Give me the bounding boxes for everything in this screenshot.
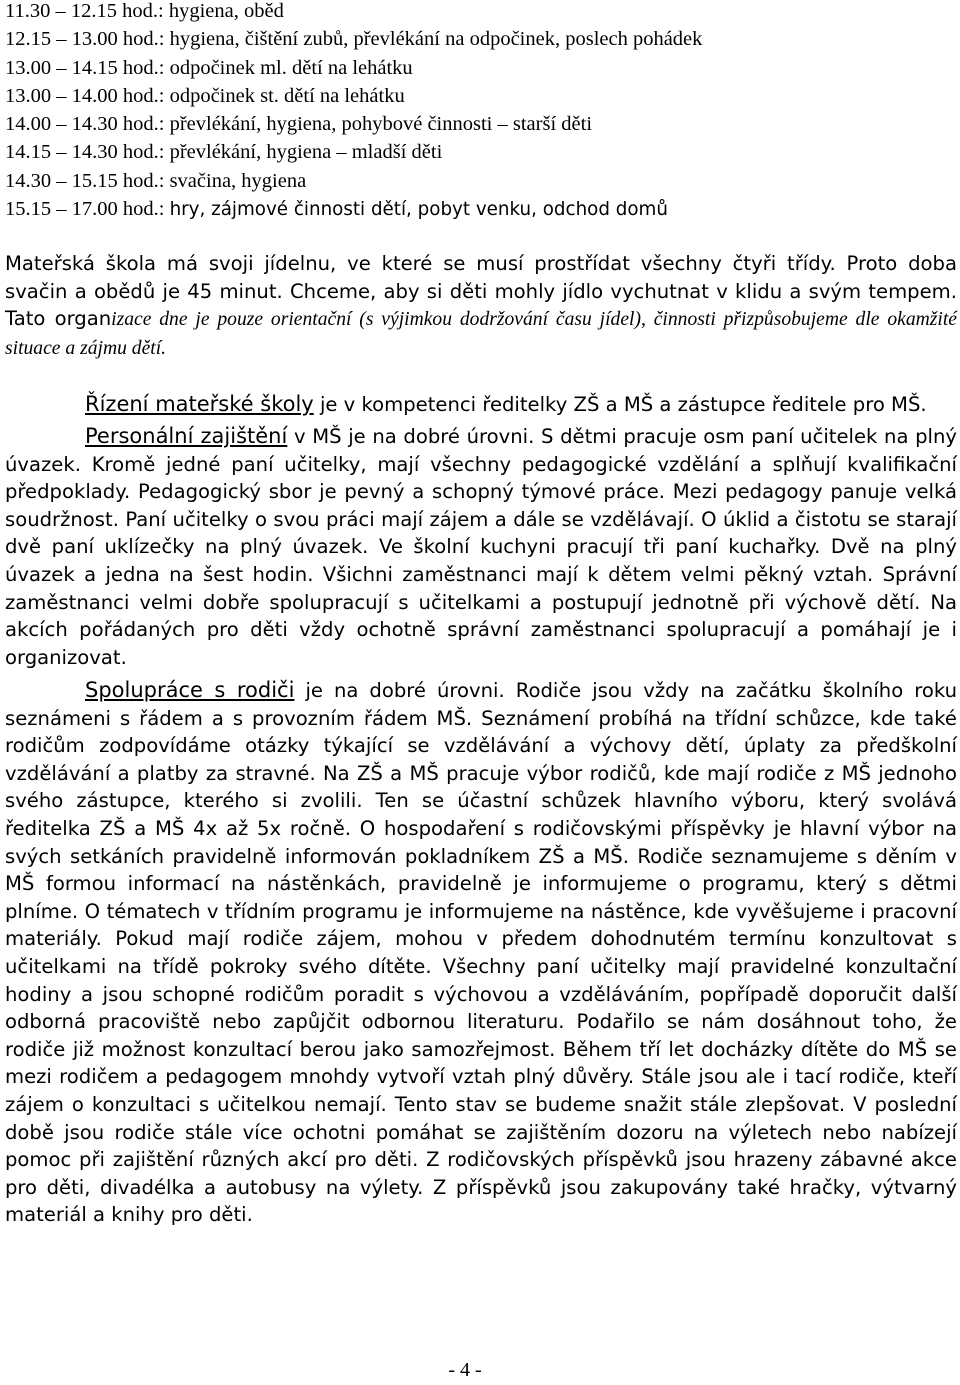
management-text: je v kompetenci ředitelky ZŠ a MŠ a zástupce ředitele pro MŠ. bbox=[313, 393, 927, 416]
schedule-time: 15.15 – 17.00 hod. bbox=[5, 198, 159, 221]
parents-text: je na dobré úrovni. Rodiče jsou vždy na začátku školního roku seznámeni s řádem a s provozním řádem MŠ. Seznámení probíhá na třídní schůzce, kde také rodičům zodpovídáme otázky týkající se vzdělávání a výchovy dětí, úplaty za předškolní vzdělávání a platby za stravné. Na ZŠ a MŠ pracuje výbor rodičů, kde mají rodiče z MŠ jednoho svého zástupce, kterého si zvolili. Ten se účastní schůzek hlavního výboru, který svolává ředitelka ZŠ a MŠ 4x až 5x ročně. O hospodaření s rodičovskými příspěvky je hlavní výbor na svých setkáních pravidelně informován pokladníkem ZŠ a MŠ. Rodiče seznamujeme s děním v MŠ formou informací na nástěnkách, pravidelně je informujeme o programu, který s dětmi plníme. O tématech v třídním programu je informujeme na nástěnce, kde vyvěšujeme i pracovní materiály. Pokud mají rodiče zájem, mohou v předem dohodnutém termínu konzultovat s učitelkami na třídě pokroky svého dítěte. Všechny paní učitelky mají pravidelné konzultační hodiny a jsou schopné rodičům poradit s výchovou a vzděláváním, popřípadě doporučit další odborná pracoviště nebo zapůjčit odbornou literaturu. Podařilo se nám dosáhnout toho, že rodiče již možnost konzultací berou jako samozřejmost. Během tří let docházky dítěte do MŠ se mezi rodičem a pedagogem mnohdy vytvoří vztah plný důvěry. Stále jsou ale i tací rodiče, kteří zájem o konzultaci s učitelkou nemají. Tento stav se budeme snažit stále zlepšovat. V poslední době jsou rodiče stále více ochotni pomáhat se zajištěním dozoru na výletech nebo nabízejí pomoc při zajištění různých akcí pro děti. Z rodičovských příspěvků jsou hrazeny zábavné akce pro děti, divadélka a autobusy na výlety. Z příspěvků jsou zakupovány také hračky, výtvarný materiál a knihy pro děti. bbox=[5, 679, 957, 1227]
schedule-line: 14.00 – 14.30 hod.: převlékání, hygiena, pohybové činnosti – starší děti bbox=[5, 113, 593, 136]
schedule-time: 14.30 – 15.15 hod. bbox=[5, 169, 159, 192]
parents-heading: Spolupráce s rodiči bbox=[85, 678, 295, 702]
paragraph-text: Mateřská škola má svoji jídelnu, ve které se musí prostřídat všechny čtyři třídy. Proto doba svačin a obědů je 45 minut. Chceme, aby si děti mohly jídlo vychutnat v klidu a svým tempem. Tato organ bbox=[5, 252, 957, 331]
page-number: - 4 - bbox=[448, 1359, 482, 1381]
daily-schedule bbox=[5, 0, 945, 224]
schedule-activity: hygiena, oběd bbox=[168, 0, 284, 22]
schedule-activity: odpočinek st. dětí na lehátku bbox=[169, 84, 405, 107]
schedule-time: 14.00 – 14.30 hod. bbox=[5, 113, 159, 136]
schedule-line: 11.30 – 12.15 hod.: hygiena, oběd bbox=[5, 0, 284, 22]
schedule-line: 15.15 – 17.00 hod.: hry, zájmové činnosti dětí, pobyt venku, odchod domů bbox=[5, 198, 668, 221]
schedule-line: 12.15 – 13.00 hod.: hygiena, čištění zubů, převlékání na odpočinek, poslech pohádek bbox=[5, 28, 703, 51]
parents-paragraph bbox=[5, 677, 957, 1229]
schedule-activity: převlékání, hygiena, pohybové činnosti – starší děti bbox=[169, 113, 593, 136]
schedule-line: 13.00 – 14.15 hod.: odpočinek ml. dětí na lehátku bbox=[5, 56, 413, 79]
management-heading: Řízení mateřské školy bbox=[85, 392, 314, 416]
paragraph-italic-text: izace dne je pouze orientační (s výjimkou dodržování času jídel), činnosti přizpůsobujeme dle okamžité situace a zájmu dětí. bbox=[5, 309, 957, 359]
staffing-text: v MŠ je na dobré úrovni. S dětmi pracuje osm paní učitelek na plný úvazek. Kromě jedné paní učitelky, mají všechny pedagogické vzdělání a splňují kvalifikační předpoklady. Pedagogický sbor je pevný a schopný týmové práce. Mezi pedagogy panuje velká soudržnost. Paní učitelky o svou práci mají zájem a dále se vzdělávají. O úklid a čistotu se starají dvě paní uklízečky na plný úvazek. Ve školní kuchyni pracují tři paní kuchařky. Dvě na plný úvazek a jedna na šest hodin. Všichni zaměstnanci mají k dětem velmi pěkný vztah. Správní zaměstnanci velmi dobře spolupracují s učitelkami a postupují jednotně při výchově dětí. Na akcích pořádaných pro děti vždy ochotně správní zaměstnanci spolupracují a pomáhají je i organizovat. bbox=[5, 425, 957, 669]
schedule-time: 11.30 – 12.15 hod. bbox=[5, 0, 158, 22]
schedule-time: 14.15 – 14.30 hod. bbox=[5, 141, 159, 164]
organization-paragraph bbox=[5, 250, 957, 362]
schedule-activity: svačina, hygiena bbox=[169, 169, 307, 192]
schedule-time: 13.00 – 14.15 hod. bbox=[5, 56, 159, 79]
schedule-line: 14.15 – 14.30 hod.: převlékání, hygiena – mladší děti bbox=[5, 141, 443, 164]
schedule-time: 12.15 – 13.00 hod. bbox=[5, 28, 159, 51]
schedule-activity: hry, zájmové činnosti dětí, pobyt venku, odchod domů bbox=[169, 199, 668, 221]
schedule-line: 13.00 – 14.00 hod.: odpočinek st. dětí na lehátku bbox=[5, 84, 405, 107]
staffing-paragraph bbox=[5, 423, 957, 671]
schedule-activity: převlékání, hygiena – mladší děti bbox=[169, 141, 443, 164]
schedule-activity: hygiena, čištění zubů, převlékání na odpočinek, poslech pohádek bbox=[169, 28, 703, 51]
schedule-time: 13.00 – 14.00 hod. bbox=[5, 84, 159, 107]
staffing-heading: Personální zajištění bbox=[85, 424, 288, 448]
schedule-line: 14.30 – 15.15 hod.: svačina, hygiena bbox=[5, 169, 307, 192]
schedule-activity: odpočinek ml. dětí na lehátku bbox=[169, 56, 413, 79]
management-paragraph bbox=[5, 391, 957, 419]
